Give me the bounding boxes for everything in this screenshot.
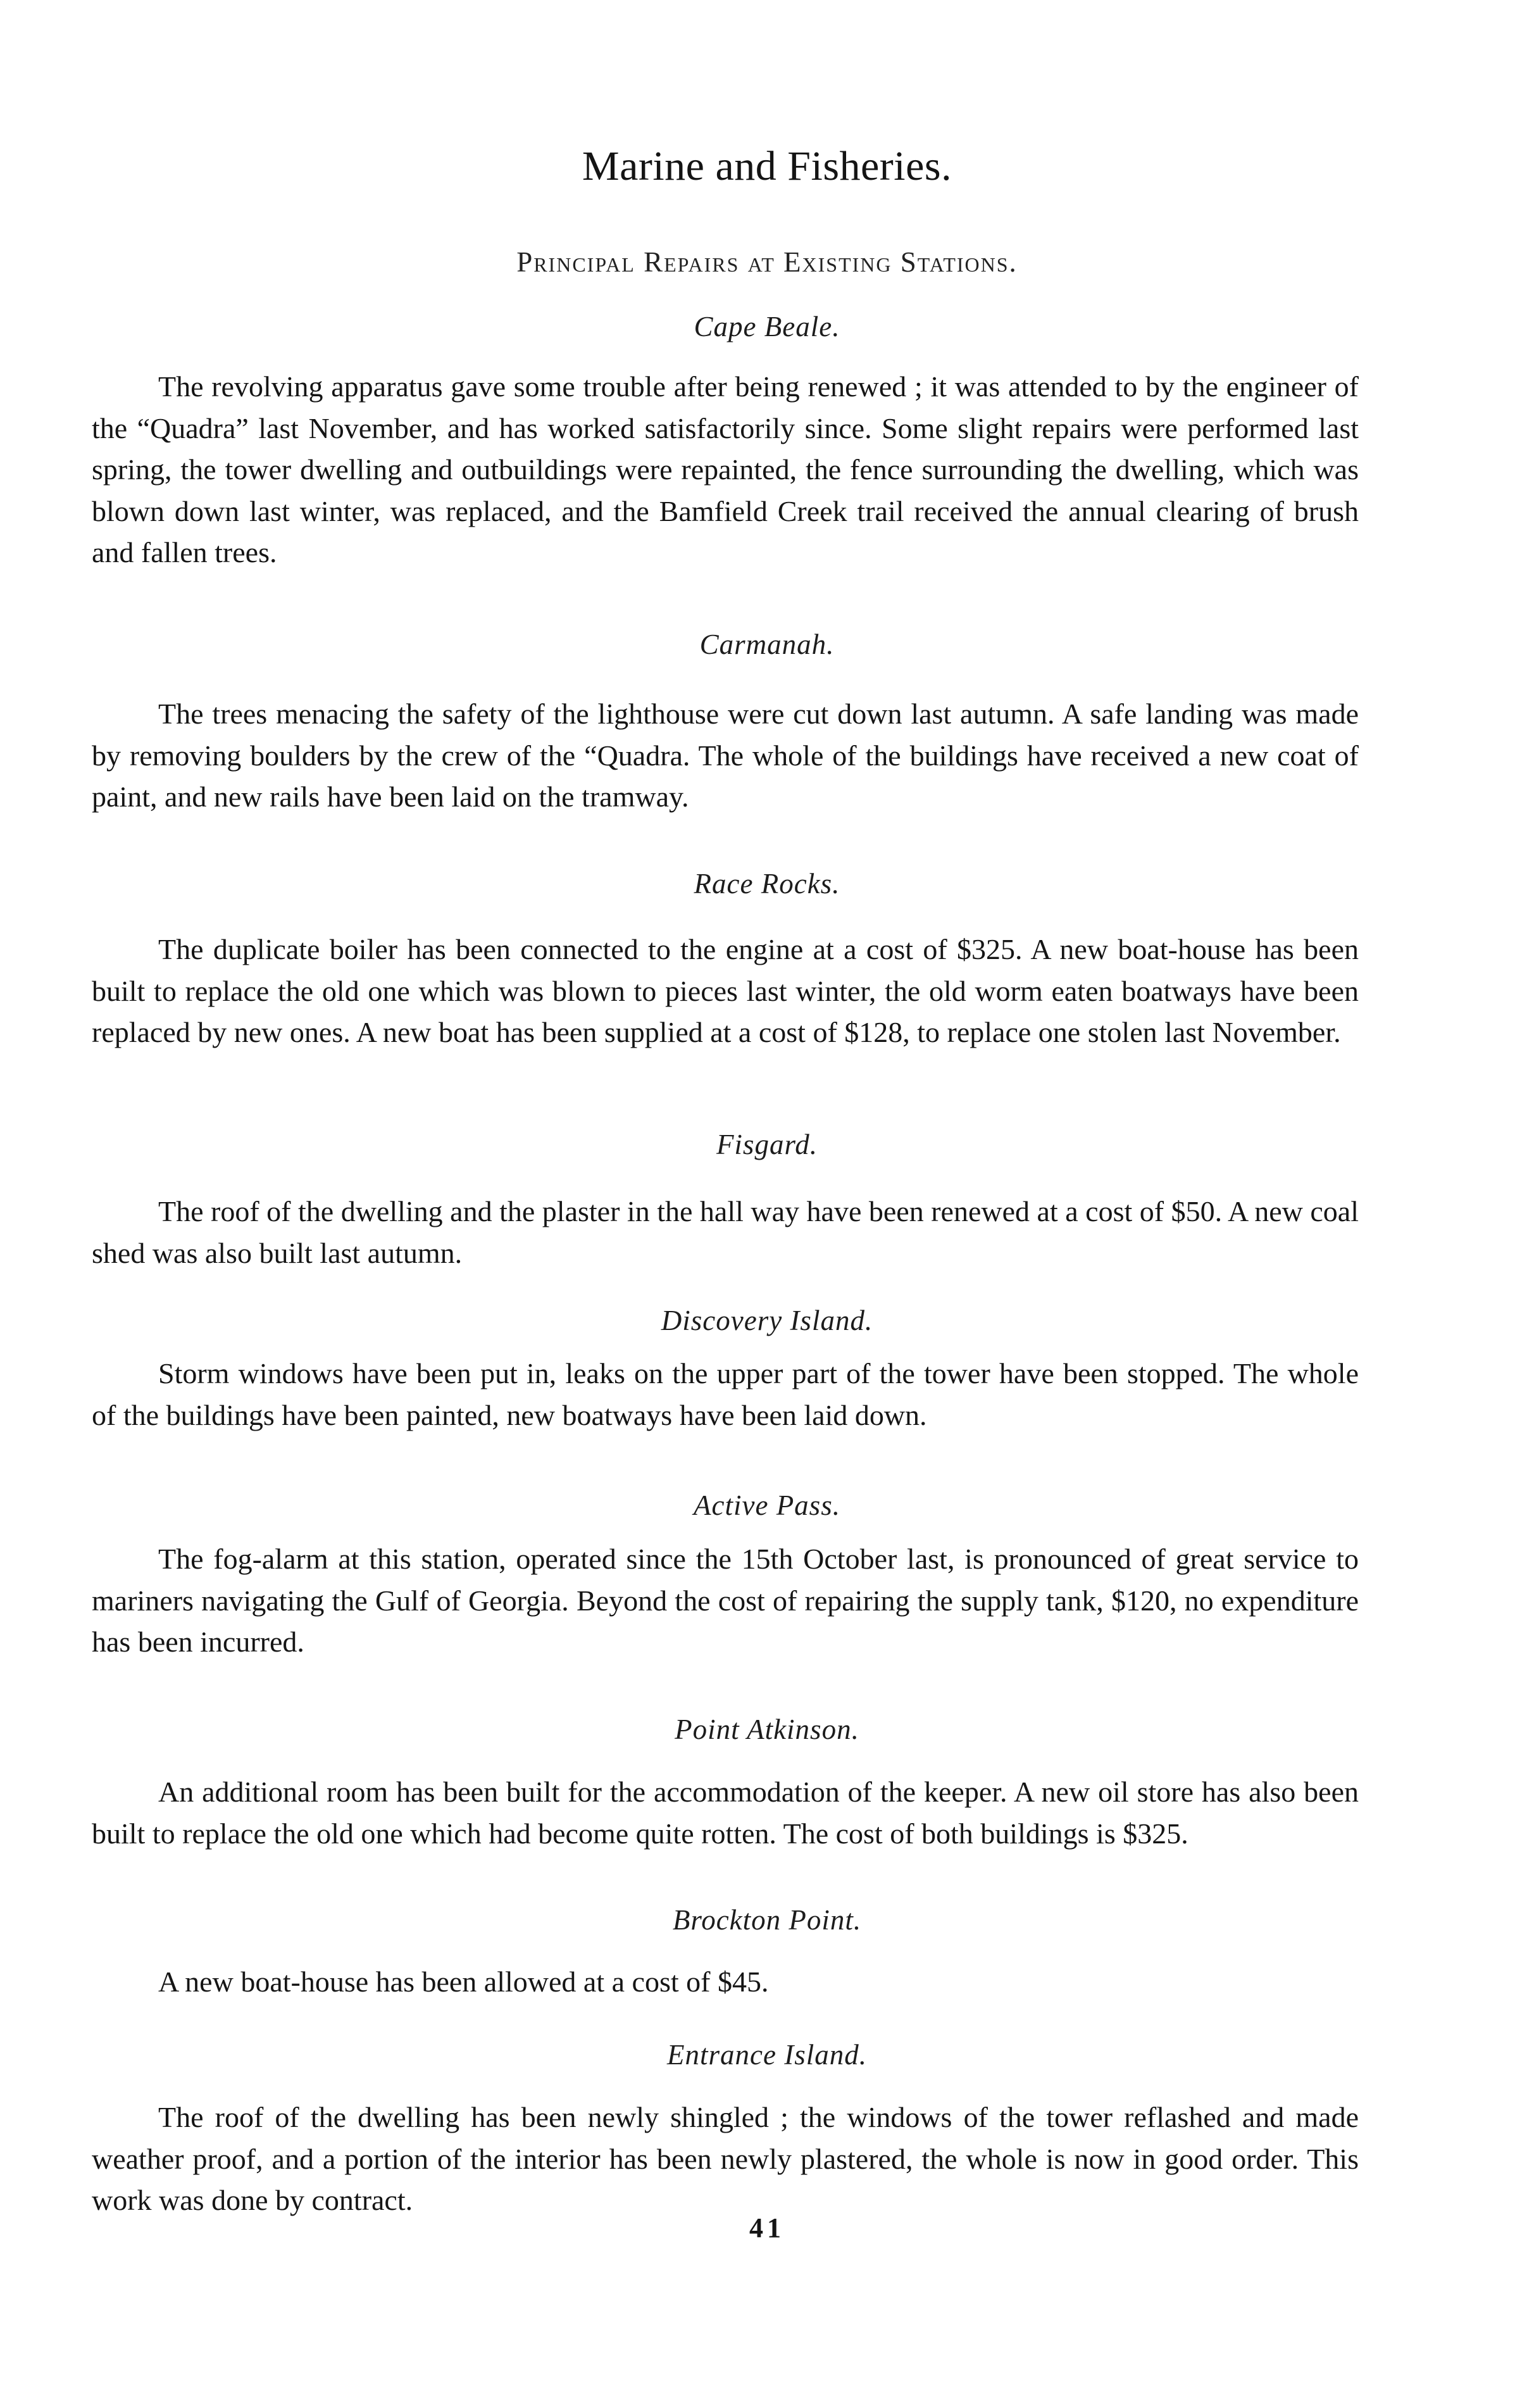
section-paragraph-active-pass: The fog-alarm at this station, operated since the 15th October last, is pronounced of great service to mariners navigating the Gulf of Georgia. Beyond the cost of repairing the supply tank, $120, no expenditure has been incurred. [92, 1543, 1359, 1658]
page-title: Marine and Fisheries. [582, 143, 952, 189]
section-heading-fisgard: Fisgard. [716, 1129, 818, 1160]
section-paragraph-race-rocks: The duplicate boiler has been connected to the engine at a cost of $325. A new boat-house has been built to replace the old one which was blown to pieces last winter, the old worm eaten boatways have been replaced by new ones. A new boat has been supplied at a cost of $128, to replace one stolen last November. [92, 933, 1359, 1048]
section-heading-cape-beale: Cape Beale. [694, 311, 840, 342]
section-heading-entrance-island: Entrance Island. [667, 2039, 867, 2071]
section-paragraph-fisgard: The roof of the dwelling and the plaster in the hall way have been renewed at a cost of $50. A new coal shed was also built last autumn. [92, 1195, 1359, 1269]
section-heading-carmanah: Carmanah. [699, 629, 835, 660]
section-paragraph-discovery-island: Storm windows have been put in, leaks on the upper part of the tower have been stopped. The whole of the buildings have been painted, new boatways have been laid down. [92, 1357, 1359, 1431]
section-heading-race-rocks: Race Rocks. [694, 868, 840, 900]
section-paragraph-point-atkinson: An additional room has been built for the accommodation of the keeper. A new oil store has also been built to replace the old one which had become quite rotten. The cost of both buildings is $325. [92, 1776, 1359, 1850]
page-number: 41 [749, 2212, 785, 2243]
section-heading-point-atkinson: Point Atkinson. [675, 1714, 859, 1745]
page-subtitle: Principal Repairs at Existing Stations. [516, 246, 1018, 278]
section-paragraph-brockton-point: A new boat-house has been allowed at a cost of $45. [158, 1966, 769, 1998]
section-paragraph-carmanah: The trees menacing the safety of the lighthouse were cut down last autumn. A safe landing was made by removing boulders by the crew of the “Quadra. The whole of the buildings have received a new coat of paint, and new rails have been laid on the tramway. [92, 698, 1359, 813]
section-heading-brockton-point: Brockton Point. [672, 1904, 862, 1936]
section-heading-discovery-island: Discovery Island. [661, 1305, 873, 1336]
section-paragraph-entrance-island: The roof of the dwelling has been newly shingled ; the windows of the tower reflashed and made weather proof, and a portion of the interior has been newly plastered, the whole is now in good order. This work was done by contract. [92, 2101, 1359, 2216]
section-heading-active-pass: Active Pass. [694, 1489, 840, 1521]
section-paragraph-cape-beale: The revolving apparatus gave some trouble after being renewed ; it was attended to by the engineer of the “Quadra” last November, and has worked satisfactorily since. Some slight repairs were performed last spring, the tower dwelling and outbuildings were repainted, the fence surrounding the dwelling, which was blown down last winter, was replaced, and the Bamfield Creek trail received the annual clearing of brush and fallen trees. [92, 370, 1359, 568]
